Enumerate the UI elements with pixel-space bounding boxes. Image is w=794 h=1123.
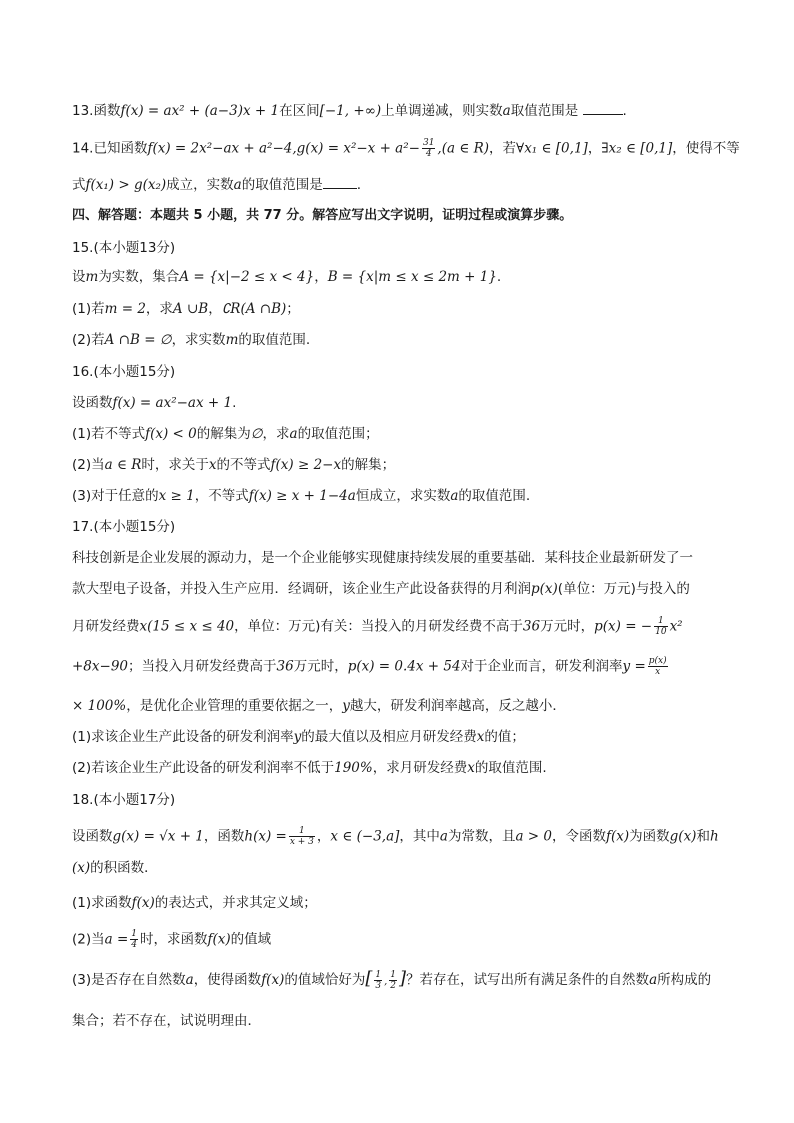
- q17-var: x: [476, 729, 485, 745]
- q15-math: A ∩B = ∅: [104, 332, 172, 348]
- q17-text: ，是优化企业管理的重要依据之一，: [126, 698, 343, 714]
- q14-var: a: [233, 177, 242, 193]
- q18-math: (x): [72, 860, 91, 876]
- q18-math: x ∈ (−3,a]: [330, 828, 400, 845]
- q16-text: 的解集；: [341, 457, 396, 473]
- q17-stem-line3: [72, 616, 724, 637]
- q15-text: 设: [72, 269, 86, 285]
- q18-stem-line2: [72, 858, 724, 878]
- q14-text: 14.已知函数: [72, 140, 148, 157]
- q18-part1: [72, 893, 724, 913]
- q16-text: 的取值范围；: [297, 426, 379, 442]
- q18-text: ，其中: [399, 828, 440, 845]
- q16-part1: [72, 424, 724, 444]
- q16-text: 的不等式: [216, 457, 271, 473]
- q14-text: ，使得不等: [672, 140, 740, 157]
- q17-text: 万元时，: [540, 618, 595, 635]
- answer-blank: [583, 102, 623, 115]
- q15-set-a: A = {x|−2 ≤ x < 4}: [179, 269, 315, 285]
- q15-var: m: [225, 332, 239, 348]
- q16-math: f(x) ≥ x + 1−4a: [248, 488, 356, 504]
- q17-stem-line2: [72, 579, 724, 599]
- q13-text: .: [622, 103, 627, 119]
- q17-var: y: [293, 729, 302, 745]
- q17-math: p(x) = 0.4x + 54: [347, 658, 461, 675]
- q17-text: 的值；: [484, 729, 525, 745]
- q13-line: [72, 101, 724, 121]
- fraction-denominator: x: [655, 667, 661, 677]
- q18-text: (1)求函数: [72, 895, 132, 911]
- q13-text: 上单调递减，则实数: [381, 103, 503, 119]
- q18-var: a: [439, 828, 448, 845]
- q17-text: (2)若该企业生产此设备的研发利润率不低于: [72, 760, 335, 776]
- q17-math: 190%: [334, 760, 373, 776]
- q15-text: 为实数，集合: [98, 269, 180, 285]
- q18-text: 的表达式，并求其定义域；: [154, 895, 317, 911]
- q18-text: 时，求函数: [140, 931, 208, 948]
- q14-formula: ,(a ∈ R): [437, 140, 490, 157]
- q18-text: 设函数: [72, 828, 113, 845]
- q14-text: ，若: [489, 140, 517, 157]
- q14-formula: f(x) = 2x²−ax + a²−4,g(x) = x²−x + a²−: [147, 140, 420, 157]
- q13-var: a: [502, 103, 511, 119]
- q18-math: a > 0: [515, 828, 552, 845]
- answer-blank: [323, 176, 357, 189]
- q17-math: y =: [622, 658, 646, 675]
- q18-part3: [72, 969, 724, 992]
- q18-text: 的积函数．: [90, 860, 158, 876]
- q17-math: p(x): [531, 581, 558, 597]
- q16-heading: 16.(本小题15分): [72, 364, 176, 380]
- q17-text: ，求月研发经费: [372, 760, 468, 776]
- q17-text: (1)求该企业生产此设备的研发利润率: [72, 729, 294, 745]
- q18-text: 所构成的: [657, 972, 712, 988]
- q18-range-fraction: [374, 970, 382, 991]
- fraction-denominator: 3: [375, 980, 382, 991]
- q17-text: 款大型电子设备，并投入生产应用．经调研，该企业生产此设备获得的月利润: [72, 581, 531, 597]
- q17-heading: 17.(本小题15分): [72, 519, 176, 535]
- q17-part1: [72, 727, 724, 747]
- q16-math: f(x) ≥ 2−x: [270, 457, 342, 473]
- q13-formula: f(x) = ax² + (a−3)x + 1: [120, 103, 280, 119]
- q17-math: × 100%: [72, 698, 127, 714]
- q14-fraction: [422, 138, 435, 159]
- q15-stem: [72, 267, 724, 287]
- q14-text: .: [356, 177, 362, 193]
- q17-text: (单位：万元)与投入的: [557, 581, 690, 597]
- q16-text: ，求: [262, 426, 290, 442]
- fraction-denominator: 4: [425, 149, 432, 159]
- q18-var: h: [709, 828, 719, 845]
- q17-math: +8x−90: [72, 658, 129, 675]
- q16-text: 时，求关于: [141, 457, 209, 473]
- fraction-numerator: p(x): [648, 656, 667, 666]
- q18-math: a =: [104, 931, 129, 948]
- q18-stem-line4: 集合；若不存在，试说明理由．: [72, 1013, 261, 1029]
- q17-part2: [72, 758, 724, 778]
- q14-exists: ∃x₂ ∈ [0,1]: [601, 140, 673, 157]
- q18-fraction: [130, 929, 138, 950]
- q16-text: .: [232, 395, 237, 411]
- q14-inequality: f(x₁) > g(x₂): [85, 177, 167, 193]
- q16-formula: f(x) = ax²−ax + 1: [112, 395, 233, 411]
- fraction-numerator: 1: [654, 616, 667, 627]
- q13-text: 13.函数: [72, 103, 121, 119]
- q16-text: ，不等式: [194, 488, 249, 504]
- q18-math: f(x): [261, 972, 285, 988]
- q15-text: ；: [286, 301, 300, 317]
- q18-text: ，令函数: [552, 828, 606, 845]
- q16-text: 的解集为: [196, 426, 251, 442]
- q14-text: ，: [587, 140, 602, 157]
- q15-part1: [72, 299, 724, 319]
- q18-text: ，: [316, 828, 331, 845]
- q15-math: m = 2: [104, 301, 146, 317]
- q16-text: (2)当: [72, 457, 105, 473]
- q18-fraction: [289, 826, 315, 847]
- q16-part2: [72, 455, 724, 475]
- q15-text: ，求实数: [171, 332, 226, 348]
- fraction-numerator: 1: [390, 969, 397, 980]
- q18-separator: ,: [384, 976, 388, 987]
- q16-text: 恒成立，求实数: [355, 488, 451, 504]
- q15-text: ，: [208, 301, 222, 317]
- fraction-denominator: 10: [655, 627, 667, 637]
- q18-math: f(x): [131, 895, 155, 911]
- q17-text: ；当投入月研发经费高于: [128, 658, 277, 675]
- q18-math: f(x): [606, 828, 630, 845]
- q15-set-b: B = {x|m ≤ x ≤ 2m + 1}: [327, 269, 497, 285]
- q18-text: 的值域: [230, 931, 272, 948]
- q16-part3: [72, 486, 724, 506]
- q17-var: y: [342, 698, 350, 714]
- q17-math: 36: [276, 658, 294, 675]
- q17-stem-line1: 科技创新是企业发展的源动力，是一个企业能够实现健康持续发展的重要基础．某科技企业最新研发了一: [72, 550, 693, 566]
- q16-stem: [72, 393, 724, 413]
- q18-bracket: [: [365, 968, 373, 989]
- fraction-numerator: 1: [131, 929, 138, 939]
- q16-text: 设函数: [72, 395, 113, 411]
- q16-math: ∅: [250, 426, 263, 442]
- q15-text: (2)若: [72, 332, 105, 348]
- q17-stem-line5: [72, 696, 724, 716]
- fraction-denominator: 4: [131, 940, 138, 950]
- q14-text: 的取值范围是: [241, 177, 323, 193]
- fraction-numerator: 31: [422, 138, 435, 148]
- q15-text: ，求: [145, 301, 173, 317]
- q18-heading: 18.(本小题17分): [72, 792, 176, 808]
- q15-text: .: [496, 269, 502, 285]
- q16-text: (1)若不等式: [72, 426, 146, 442]
- q16-var: a: [289, 426, 298, 442]
- q18-range-fraction: [389, 970, 397, 991]
- q17-fraction: [654, 616, 667, 637]
- q17-text: 万元时，: [293, 658, 348, 675]
- q18-text: 的值域恰好为: [284, 972, 366, 988]
- q14-text: 式: [72, 177, 86, 193]
- q16-math: f(x) < 0: [145, 426, 197, 442]
- q18-part2: [72, 929, 724, 950]
- q15-math: ∁R(A ∩B): [221, 301, 287, 317]
- q18-text: (3)是否存在自然数: [72, 972, 186, 988]
- q17-text: 对于企业而言，研发利润率: [460, 658, 623, 675]
- q17-text: ，单位：万元)有关：当投入的月研发经费不高于: [234, 618, 523, 635]
- q18-var: a: [649, 972, 658, 988]
- section-heading: 四、解答题：本题共 5 小题，共 77 分。解答应写出文字说明，证明过程或演算步骤。: [72, 208, 573, 223]
- q14-line2: [72, 175, 724, 195]
- q18-text: 为函数: [629, 828, 670, 845]
- q18-math: g(x) = √x + 1: [112, 828, 204, 845]
- q18-math: g(x): [669, 828, 697, 845]
- q15-part2: [72, 330, 724, 350]
- q16-var: x: [208, 457, 217, 473]
- q15-heading: 15.(本小题13分): [72, 240, 176, 256]
- q17-math: p(x) = −: [594, 618, 653, 635]
- q14-line1: [72, 138, 740, 159]
- q13-text: 取值范围是: [510, 103, 583, 119]
- q14-text: 成立，实数: [166, 177, 234, 193]
- q18-text: ，使得函数: [193, 972, 262, 988]
- q16-math: a ∈ R: [104, 457, 142, 473]
- q17-var: x: [467, 760, 475, 776]
- q18-text: ，函数: [203, 828, 245, 845]
- q18-var: a: [185, 972, 194, 988]
- q16-text: (3)对于任意的: [72, 488, 159, 504]
- q18-math: h(x) =: [244, 828, 287, 845]
- fraction-denominator: 2: [390, 980, 397, 991]
- q18-text: 和: [696, 828, 710, 845]
- q17-text: 的取值范围.: [474, 760, 547, 776]
- q17-text: 月研发经费: [72, 618, 140, 635]
- fraction-numerator: 1: [375, 969, 382, 980]
- q15-math: A ∪B: [172, 301, 209, 317]
- q15-text: (1)若: [72, 301, 105, 317]
- q14-forall: ∀x₁ ∈ [0,1]: [516, 140, 588, 157]
- q16-var: a: [450, 488, 459, 504]
- q17-math: x(15 ≤ x ≤ 40: [139, 618, 235, 635]
- q18-text: (2)当: [72, 931, 105, 948]
- q15-var: m: [85, 269, 99, 285]
- q15-text: ，: [314, 269, 328, 285]
- q18-stem-line1: [72, 826, 724, 847]
- q15-text: 的取值范围.: [238, 332, 311, 348]
- fraction-denominator: x + 3: [289, 837, 314, 847]
- q18-bracket: ]: [399, 968, 407, 989]
- q18-text: ？若存在，试写出所有满足条件的自然数: [406, 972, 650, 988]
- q18-text: 为常数，且: [447, 828, 516, 845]
- q17-text: 的最大值以及相应月研发经费: [301, 729, 477, 745]
- q18-math: f(x): [207, 931, 231, 948]
- q16-math: x ≥ 1: [158, 488, 195, 504]
- q16-text: 的取值范围.: [458, 488, 531, 504]
- q17-math: 36: [522, 618, 541, 635]
- q17-text: 越大，研发利润率越高，反之越小．: [349, 698, 566, 714]
- q13-text: 在区间: [279, 103, 320, 119]
- q17-stem-line4: [72, 656, 724, 677]
- q13-interval: [−1, +∞): [319, 103, 382, 119]
- q17-ratio-fraction: [648, 656, 668, 677]
- fraction-numerator: 1: [289, 826, 315, 837]
- q17-math: x²: [669, 618, 683, 635]
